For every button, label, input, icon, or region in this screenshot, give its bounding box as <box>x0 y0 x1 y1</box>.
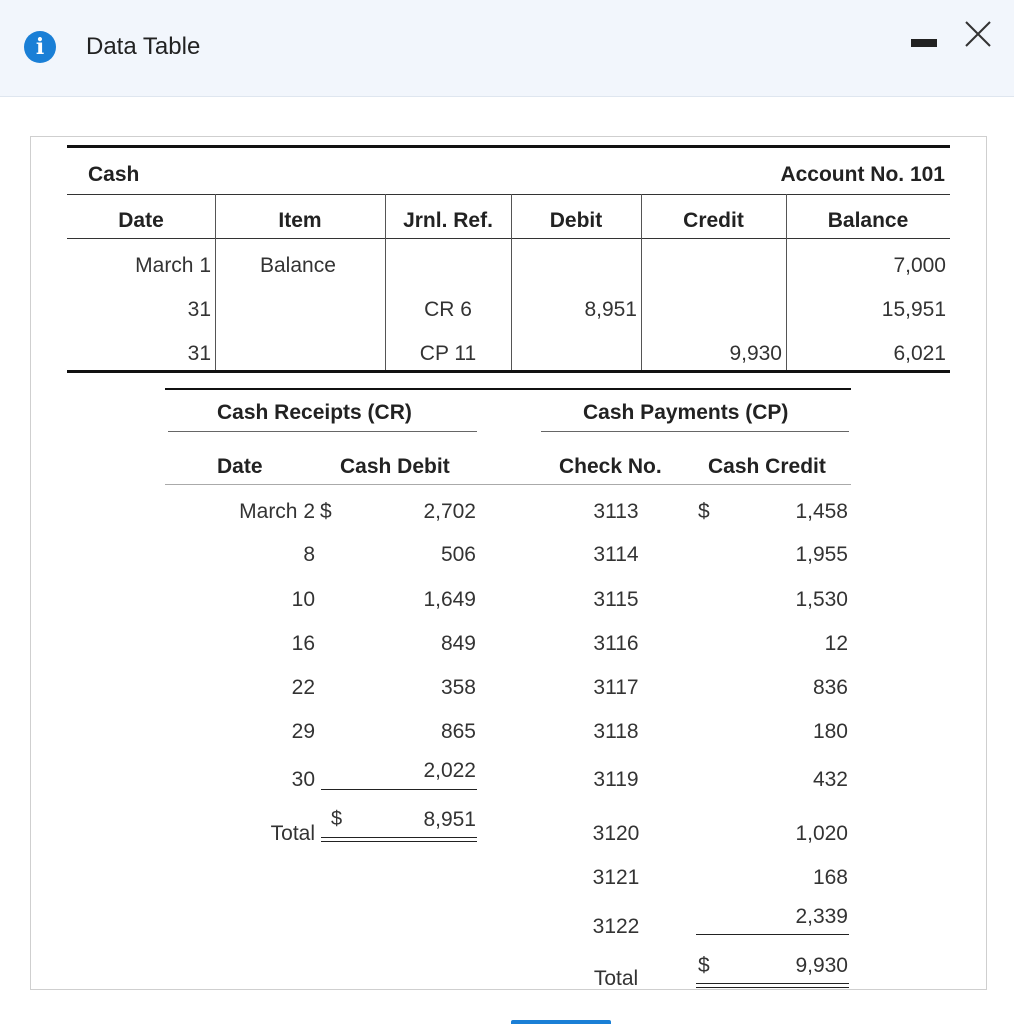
receipt-amount: 506 <box>440 543 476 566</box>
ledger-header-date: Date <box>118 209 164 232</box>
ledger-header-credit: Credit <box>683 209 744 232</box>
ledger-row-date: March 1 <box>135 254 211 277</box>
receipts-total-amount: 8,951 <box>423 808 476 831</box>
payment-amount: 180 <box>812 720 848 743</box>
receipt-date: 22 <box>291 676 315 699</box>
ledger-row-date: 31 <box>187 342 211 365</box>
ledger-row-date: 31 <box>187 298 211 321</box>
payment-amount: 1,530 <box>795 588 848 611</box>
payment-check-no: 3116 <box>593 632 639 655</box>
payment-amount: 1,955 <box>795 543 848 566</box>
receipt-date: 30 <box>291 768 315 791</box>
receipts-header-amount: Cash Debit <box>340 455 450 478</box>
receipt-amount: 2,022 <box>423 759 476 782</box>
receipt-date: 29 <box>291 720 315 743</box>
ledger-top-rule <box>67 145 950 148</box>
ledger-row-debit: 8,951 <box>584 298 637 321</box>
payments-subtotal-rule <box>696 934 849 935</box>
payment-check-no: 3118 <box>593 720 639 743</box>
receipts-title-rule <box>168 431 477 432</box>
ledger-account-no: Account No. 101 <box>780 163 945 186</box>
ledger-row-balance: 7,000 <box>893 254 946 277</box>
receipt-amount: 358 <box>440 676 476 699</box>
payment-amount: 1,458 <box>795 500 848 523</box>
payments-title-rule <box>541 431 849 432</box>
ledger-row-ref: CR 6 <box>424 298 472 321</box>
payment-check-no: 3117 <box>593 676 639 699</box>
payment-check-no: 3121 <box>592 866 640 889</box>
receipts-header-date: Date <box>217 455 263 478</box>
payment-check-no: 3120 <box>592 822 640 845</box>
receipt-date: 10 <box>291 588 315 611</box>
minimize-icon[interactable] <box>911 39 937 47</box>
ledger-col-rule <box>215 194 216 371</box>
receipts-total-double-rule <box>321 837 477 842</box>
ledger-row-balance: 15,951 <box>881 298 946 321</box>
ledger-bottom-rule <box>67 370 950 373</box>
payment-dollar-sign: $ <box>698 500 710 523</box>
payment-check-no: 3119 <box>593 768 639 791</box>
payments-total-double-rule <box>696 983 849 988</box>
info-icon: i <box>24 31 56 63</box>
payment-amount: 12 <box>824 632 848 655</box>
ledger-col-rule <box>511 194 512 371</box>
receipts-total-dollar-sign: $ <box>331 808 343 830</box>
payments-total-dollar-sign: $ <box>698 954 710 977</box>
payment-amount: 836 <box>812 676 848 699</box>
ledger-header-balance: Balance <box>827 209 909 232</box>
receipt-date: 8 <box>303 543 315 566</box>
receipt-amount: 865 <box>440 720 476 743</box>
receipts-subtotal-rule <box>321 789 477 790</box>
ledger-row-item: Balance <box>260 254 336 277</box>
data-table-panel <box>30 136 987 990</box>
payment-amount: 2,339 <box>795 905 848 928</box>
ledger-header-bottom-rule <box>67 238 950 239</box>
title-bar <box>0 0 1014 97</box>
receipt-dollar-sign: $ <box>320 500 332 523</box>
receipt-date: 16 <box>291 632 315 655</box>
payment-amount: 1,020 <box>795 822 848 845</box>
cash-receipts-title: Cash Receipts (CR) <box>217 401 412 424</box>
ledger-header-ref: Jrnl. Ref. <box>403 209 493 232</box>
payments-total-amount: 9,930 <box>795 954 848 977</box>
ledger-row-ref: CP 11 <box>419 342 477 365</box>
receipt-date: March 2 <box>239 500 315 523</box>
payment-amount: 432 <box>812 768 848 791</box>
ledger-header-debit: Debit <box>549 209 603 232</box>
cash-payments-title: Cash Payments (CP) <box>583 401 789 424</box>
window-title: Data Table <box>86 33 201 60</box>
payment-check-no: 3122 <box>592 915 640 938</box>
receipt-amount: 1,649 <box>423 588 476 611</box>
receipt-amount: 2,702 <box>423 500 476 523</box>
payment-amount: 168 <box>812 866 848 889</box>
payments-total-label: Total <box>593 967 639 990</box>
receipt-amount: 849 <box>440 632 476 655</box>
payment-check-no: 3114 <box>593 543 639 566</box>
ledger-header-item: Item <box>278 209 322 232</box>
ledger-row-balance: 6,021 <box>893 342 946 365</box>
payment-check-no: 3115 <box>593 588 639 611</box>
ledger-account-name: Cash <box>88 163 140 186</box>
scroll-indicator <box>511 1020 611 1024</box>
subtables-header-rule <box>165 484 851 485</box>
payments-header-check: Check No. <box>559 455 662 478</box>
close-icon[interactable] <box>960 16 996 52</box>
receipts-total-label: Total <box>270 822 315 845</box>
subtables-top-rule <box>165 388 851 390</box>
payment-check-no: 3113 <box>593 500 639 523</box>
payments-header-amount: Cash Credit <box>708 455 826 478</box>
ledger-header-top-rule <box>67 194 950 195</box>
ledger-row-credit: 9,930 <box>729 342 782 365</box>
